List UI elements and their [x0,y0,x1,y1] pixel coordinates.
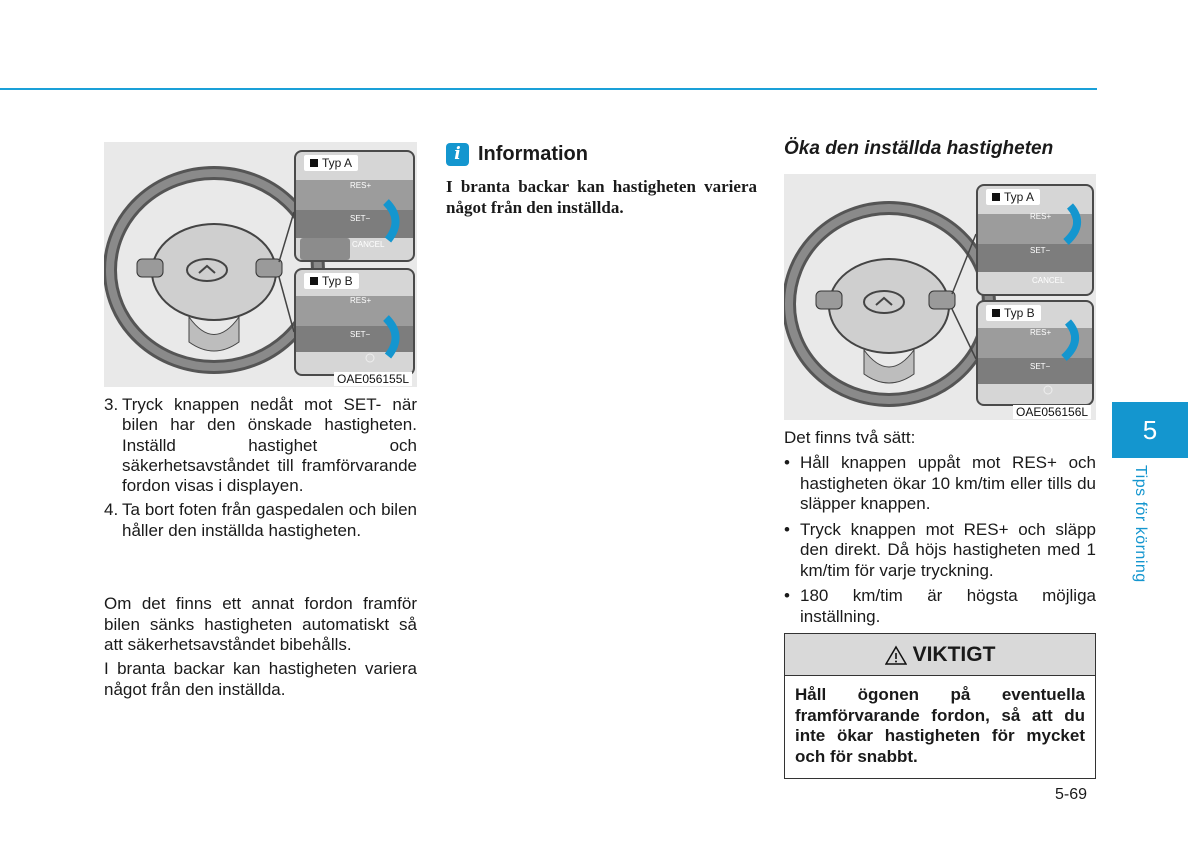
info-body: I branta backar kan hastigheten variera något från den inställda. [446,177,757,217]
switch-illustration [978,302,1094,406]
inset-type-b-label: Typ B [304,273,359,289]
info-title: Information [478,143,588,165]
section-title: Öka den inställda hastigheten [784,138,1054,159]
inset-type-a-label: Typ A [986,189,1040,205]
inset-type-b [294,268,415,376]
bullet-list [784,453,1096,632]
inset-type-a-label: Typ A [304,155,358,171]
res-label: RES+ [350,296,372,305]
res-label: RES+ [1030,328,1052,337]
list-item: • 180 km/tim är högsta möjliga inställning. [784,586,1096,626]
figure-code: OAE056156L [1013,405,1091,419]
steering-wheel-figure-right [784,174,1096,420]
set-label: SET− [1030,246,1051,255]
intro-text: Det finns två sätt: [784,428,916,447]
header-rule [0,88,1097,90]
list-item: • Tryck knappen mot RES+ och släpp den direkt. Då höjs hastigheten med 1 km/tim för varje tryckning. [784,519,1096,580]
paragraph: Om det finns ett annat fordon framför bilen sänks hastigheten automatiskt så att säkerhetsavståndet bibehålls. [104,594,417,654]
res-label: RES+ [350,181,372,190]
chapter-title-vertical: Tips för körning [1132,465,1149,583]
res-label: RES+ [1030,212,1052,221]
paragraph: I branta backar kan hastigheten variera något från den inställda. [104,659,417,699]
cancel-label: CANCEL [352,240,385,249]
info-heading [446,143,588,166]
page-number: 5-69 [1055,786,1088,803]
inset-type-a [294,150,415,262]
inset-type-a [976,184,1094,296]
warning-body: Håll ögonen på eventuella framförvarande fordon, så att du inte ökar hastigheten för mycket och för snabbt. [795,685,1085,766]
list-item: • Håll knappen uppåt mot RES+ och hastigheten ökar 10 km/tim eller tills du släpper knappen. [784,453,1096,513]
warning-header [785,634,1095,676]
steps-list [104,395,417,545]
chapter-number-tab: 5 [1112,402,1188,458]
inset-type-b-label: Typ B [986,305,1041,321]
switch-illustration [296,270,415,376]
steering-wheel-figure-left [104,142,417,387]
set-label: SET− [350,330,371,339]
warning-box [784,633,1096,779]
step-item: 4. Ta bort foten från gaspedalen och bilen håller den inställda hastigheten. [104,500,417,540]
warning-title: VIKTIGT [912,642,996,666]
step-item: 3. Tryck knappen nedåt mot SET- när bilen har den önskade hastigheten. Inställd hastighet och säkerhetsavståndet till framförvarande fordon visas i displayen. [104,395,417,496]
set-label: SET− [350,214,371,223]
warning-icon [885,645,907,665]
info-icon: i [446,143,469,166]
inset-type-b [976,300,1094,406]
set-label: SET− [1030,362,1051,371]
cancel-label: CANCEL [1032,276,1065,285]
figure-code: OAE056155L [334,372,412,386]
